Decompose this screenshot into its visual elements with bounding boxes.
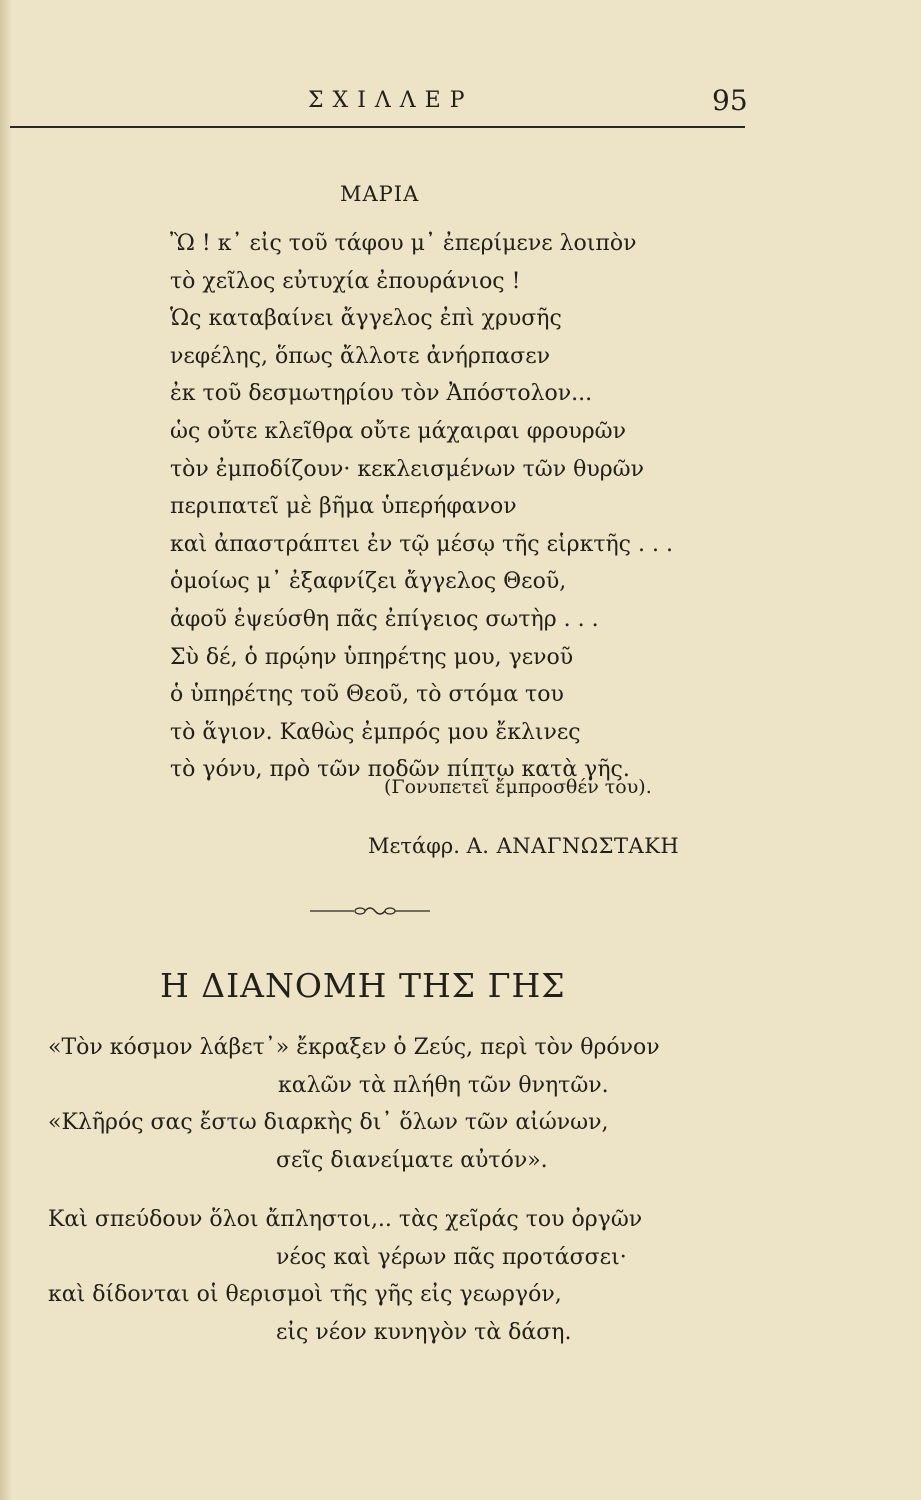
translator-prefix: Μετάφρ. [368, 834, 460, 858]
verse-line: ὡς οὔτε κλεῖθρα οὔτε μάχαιραι φρουρῶν [170, 418, 626, 444]
poem-line: «Κλῆρός σας ἔστω διαρκὴς δι᾽ ὅλων τῶν αἰώνων, [48, 1110, 609, 1135]
verse-line: τὸ χεῖλος εὐτυχία ἐπουράνιος ! [170, 268, 521, 294]
verse-line: καὶ ἀπαστράπτει ἐν τῷ μέσῳ τῆς εἱρκτῆς . . . [170, 531, 673, 557]
verse-line: τὸ ἅγιον. Καθὼς ἐμπρός μου ἔκλινες [170, 719, 581, 745]
verse-line: περιπατεῖ μὲ βῆμα ὑπερήφανον [170, 494, 517, 520]
page-header [0, 84, 921, 128]
verse-line: ὁμοίως μ᾽ ἐξαφνίζει ἄγγελος Θεοῦ, [170, 569, 567, 595]
poem-line: εἰς νέον κυνηγὸν τὰ δάση. [276, 1320, 572, 1345]
poem-line: «Τὸν κόσμον λάβετ᾽» ἔκραξεν ὁ Ζεύς, περὶ τὸν θρόνον [48, 1035, 660, 1060]
poem-line: καὶ δίδονται οἱ θερισμοὶ τῆς γῆς εἰς γεωργόν, [48, 1282, 562, 1307]
verse-line: νεφέλης, ὅπως ἄλλοτε ἀνήρπασεν [170, 343, 550, 369]
poem-line: καλῶν τὰ πλήθη τῶν θνητῶν. [278, 1073, 609, 1098]
verse-line: ἐκ τοῦ δεσμωτηρίου τὸν Ἀπόστολον... [170, 381, 593, 407]
translator-credit [368, 834, 679, 858]
verse-line: ἀφοῦ ἐψεύσθη πᾶς ἐπίγειος σωτὴρ . . . [170, 606, 599, 632]
page-edge [0, 0, 12, 1500]
poem-line: νέος καὶ γέρων πᾶς προτάσσει· [276, 1245, 627, 1270]
poem-title: Η ΔΙΑΝΟΜΗ ΤΗΣ ΓΗΣ [160, 966, 566, 1005]
page-number: 95 [712, 84, 748, 117]
stage-direction: (Γονυπετεῖ ἔμπροσθέν του). [384, 776, 652, 798]
section-ornament [310, 904, 430, 918]
verse-line: τὸ γόνυ, πρὸ τῶν ποδῶν πίπτω κατὰ γῆς. [170, 757, 630, 783]
poem-line: σεῖς διανείματε αὐτόν». [276, 1148, 548, 1173]
verse-line: τὸν ἐμποδίζουν· κεκλεισμένων τῶν θυρῶν [170, 456, 644, 482]
speech-verse [170, 225, 673, 789]
poem-line: Καὶ σπεύδουν ὅλοι ἄπληστοι,.. τὰς χεῖράς του ὀργῶν [48, 1207, 643, 1232]
verse-line: Ὢ ! κ᾽ εἰς τοῦ τάφου μ᾽ ἐπερίμενε λοιπὸν [170, 231, 637, 256]
header-rule [10, 126, 745, 128]
verse-line: ὁ ὑπηρέτης τοῦ Θεοῦ, τὸ στόμα του [170, 682, 564, 708]
translator-name: Α. ΑΝΑΓΝΩΣΤΑΚΗ [466, 834, 680, 858]
verse-line: Σὺ δέ, ὁ πρῴην ὑπηρέτης μου, γενοῦ [170, 644, 574, 670]
speaker-name: ΜΑΡΙΑ [340, 182, 420, 206]
running-head: ΣΧΙΛΛΕΡ [308, 88, 474, 113]
verse-line: Ὡς καταβαίνει ἄγγελος ἐπὶ χρυσῆς [170, 306, 562, 332]
